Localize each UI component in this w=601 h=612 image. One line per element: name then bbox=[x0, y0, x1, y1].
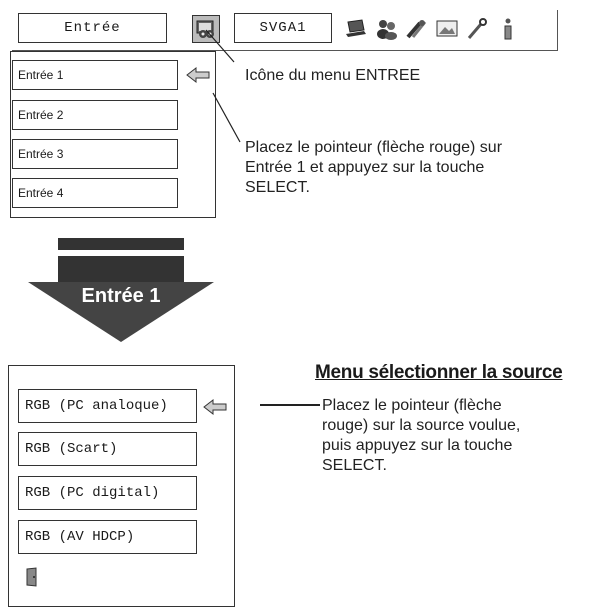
input-item-1[interactable]: Entrée 1 bbox=[12, 60, 178, 90]
source-instruction-line-4: SELECT. bbox=[322, 457, 387, 474]
source-display: SVGA1 bbox=[234, 13, 332, 43]
source-item-4[interactable]: RGB (AV HDCP) bbox=[18, 520, 197, 554]
source-item-2[interactable]: RGB (Scart) bbox=[18, 432, 197, 466]
source-instruction-line-2: rouge) sur la source voulue, bbox=[322, 417, 521, 434]
instruction-line-1: Placez le pointeur (flèche rouge) sur bbox=[245, 139, 503, 156]
input-item-2[interactable]: Entrée 2 bbox=[12, 100, 178, 130]
exit-door-icon[interactable] bbox=[24, 567, 40, 592]
arrow-label: Entrée 1 bbox=[81, 285, 161, 307]
source-item-1[interactable]: RGB (PC analoque) bbox=[18, 389, 197, 423]
input-item-4[interactable]: Entrée 4 bbox=[12, 178, 178, 208]
source-instruction-line-1: Placez le pointeur (flèche bbox=[322, 397, 502, 414]
menu-title: Entrée bbox=[18, 13, 167, 43]
input-item-3[interactable]: Entrée 3 bbox=[12, 139, 178, 169]
source-instruction-line-3: puis appuyez sur la touche bbox=[322, 437, 513, 454]
source-menu-heading: Menu sélectionner la source bbox=[315, 362, 563, 383]
instruction-line-3: SELECT. bbox=[245, 179, 310, 196]
instruction-line-2: Entrée 1 et appuyez sur la touche bbox=[245, 159, 485, 176]
pointer-arrow-icon bbox=[203, 398, 227, 421]
source-item-3[interactable]: RGB (PC digital) bbox=[18, 476, 197, 510]
icon-caption: Icône du menu ENTREE bbox=[245, 67, 421, 84]
